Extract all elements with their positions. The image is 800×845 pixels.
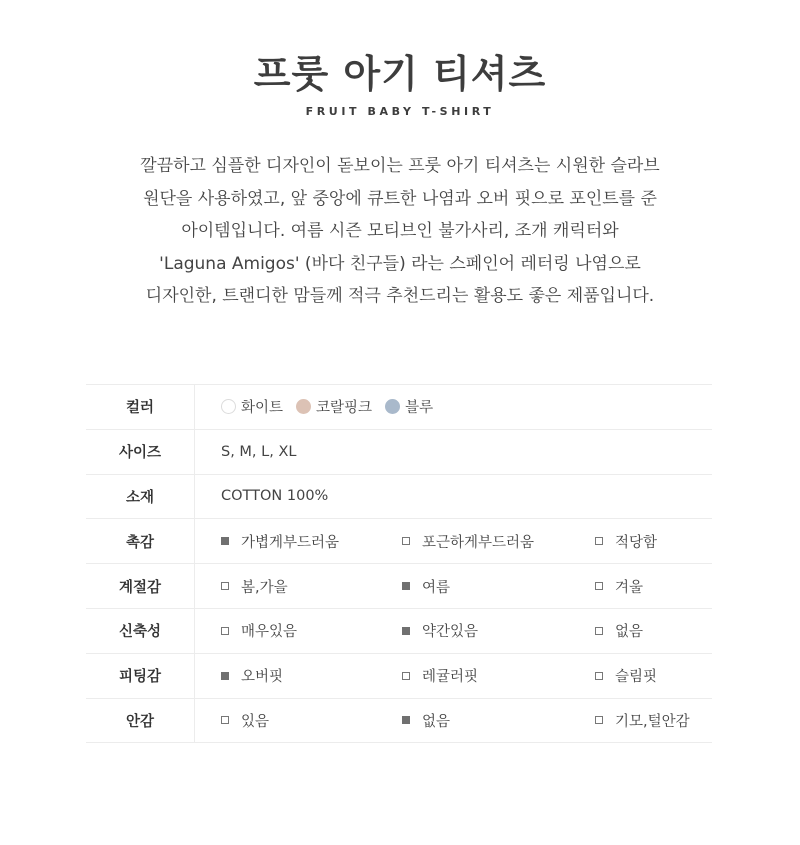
spec-row-season [86,564,712,609]
color-name: 화이트 [241,400,284,417]
spec-label: 피팅감 [86,653,195,698]
option-item [221,531,402,552]
color-name: 블루 [405,400,434,417]
description-line: 깔끔하고 심플한 디자인이 돋보이는 프룻 아기 티셔츠는 시원한 슬라브 [140,156,660,176]
option-item [595,710,690,731]
spec-row-material [86,474,712,519]
color-swatch-icon [221,399,236,414]
option-item [402,531,595,552]
spec-label: 소재 [86,474,195,519]
checkbox-icon [221,716,229,724]
option-label: 슬림핏 [615,669,658,686]
spec-value [195,564,713,609]
checkbox-icon [402,672,410,680]
spec-value [195,608,713,653]
checkbox-icon [402,627,410,635]
description-line: 원단을 사용하였고, 앞 중앙에 큐트한 나염과 오버 핏으로 포인트를 준 [143,188,657,209]
spec-table [86,384,712,743]
option-label: 오버핏 [241,669,284,686]
checkbox-icon [221,582,229,590]
option-label: 없음 [615,624,644,641]
spec-value [195,385,713,430]
page-title: 프룻 아기 티셔츠 [253,52,547,96]
option-item [402,665,595,686]
option-item [221,665,402,686]
option-label: 적당함 [615,534,658,551]
option-label: 매우있음 [241,624,298,641]
option-label: 가볍게부드러움 [241,534,340,551]
option-label: 레귤러핏 [422,669,479,686]
option-item [595,531,657,552]
option-item [595,620,643,641]
checkbox-icon [402,537,410,545]
spec-label: 사이즈 [86,429,195,474]
option-item [595,576,643,597]
option-label: 여름 [422,579,451,596]
checkbox-icon [595,537,603,545]
color-option-coral-pink [296,396,372,417]
spec-value [195,519,713,564]
option-item [221,576,402,597]
description-line: 디자인한, 트랜디한 맘들께 적극 추천드리는 활용도 좋은 제품입니다. [145,286,655,306]
spec-label: 신축성 [86,608,195,653]
option-item [221,620,402,641]
option-label: 겨울 [615,579,644,596]
spec-value [195,653,713,698]
option-label: 기모,털안감 [615,713,690,730]
spec-label: 촉감 [86,519,195,564]
spec-row-fit [86,653,712,698]
option-label: 약간있음 [422,624,479,641]
spec-value [195,429,713,474]
product-description [0,150,800,313]
option-label: 봄,가을 [241,579,288,596]
color-swatch-icon [385,399,400,414]
option-item [402,710,595,731]
size-value: S, M, L, XL [221,443,297,460]
option-item [595,665,657,686]
color-option-white [221,396,283,417]
option-item [402,620,595,641]
checkbox-icon [595,672,603,680]
checkbox-icon [402,582,410,590]
material-value: COTTON 100% [221,488,329,505]
spec-row-lining [86,698,712,743]
spec-value [195,698,713,743]
color-swatch-icon [296,399,311,414]
checkbox-icon [595,627,603,635]
checkbox-icon [595,582,603,590]
spec-row-size [86,429,712,474]
checkbox-icon [221,627,229,635]
color-option-blue [385,396,433,417]
option-item [402,576,595,597]
option-label: 있음 [241,713,270,730]
spec-label: 안감 [86,698,195,743]
spec-row-texture [86,519,712,564]
page-subtitle: FRUIT BABY T-SHIRT [305,105,495,118]
checkbox-icon [595,716,603,724]
description-line: 아이템입니다. 여름 시즌 모티브인 불가사리, 조개 캐릭터와 [181,221,619,241]
spec-label: 계절감 [86,564,195,609]
description-line: 'Laguna Amigos' (바다 친구들) 라는 스페인어 레터링 나염으로 [159,253,641,274]
option-label: 포근하게부드러움 [422,534,535,551]
option-label: 없음 [422,713,451,730]
color-name: 코랄핑크 [316,400,373,417]
spec-row-stretch [86,608,712,653]
checkbox-icon [221,672,229,680]
spec-row-color [86,385,712,430]
checkbox-icon [221,537,229,545]
checkbox-icon [402,716,410,724]
spec-value [195,474,713,519]
option-item [221,710,402,731]
spec-label: 컬러 [86,385,195,430]
